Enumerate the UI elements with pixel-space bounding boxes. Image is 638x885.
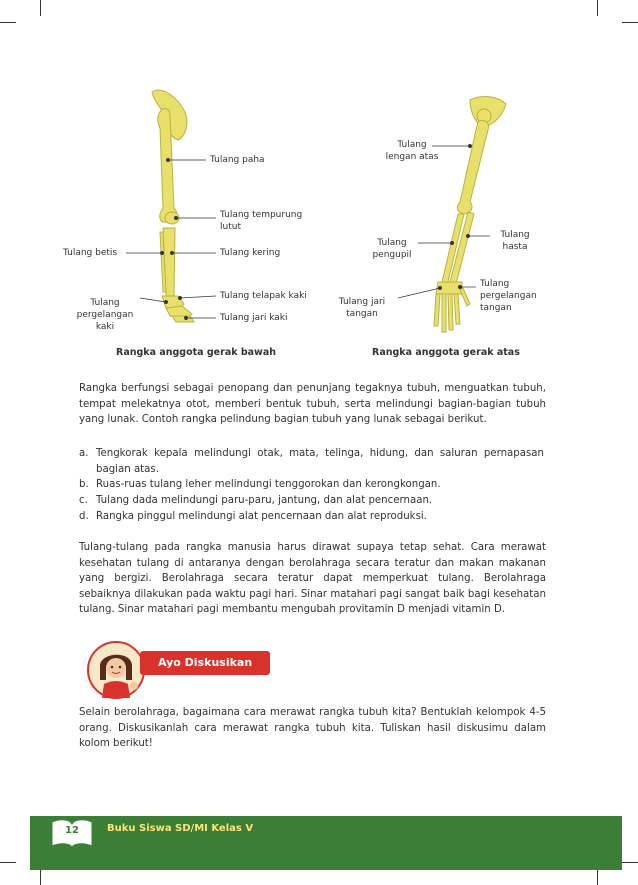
crop-mark <box>40 870 41 885</box>
book-title: Buku Siswa SD/MI Kelas V <box>107 823 254 834</box>
discussion-paragraph: Selain berolahraga, bagaimana cara merawat rangka tubuh kita? Bentuklah kelompok 4-5 orang. Diskusikanlah cara merawat rangka tubuh kita. Tuliskan hasil diskusimu dalam kolom berikut! <box>79 707 546 750</box>
list-marker: a. <box>79 448 89 459</box>
ayo-diskusikan-title: Ayo Diskusikan <box>158 656 253 669</box>
page-number: 12 <box>65 825 79 836</box>
list-text: Tulang dada melindungi paru-paru, jantung, dan alat pencernaan. <box>96 495 433 506</box>
footer-green-band <box>0 814 638 870</box>
caption-rangka-atas: Rangka anggota gerak atas <box>372 347 520 358</box>
crop-mark <box>597 870 598 885</box>
label-tulang-paha: Tulang paha <box>210 155 265 165</box>
list-text: Rangka pinggul melindungi alat pencernaan dan alat reproduksi. <box>96 511 427 522</box>
label-tulang-kering: Tulang kering <box>220 248 281 258</box>
list-marker: d. <box>79 511 89 522</box>
care-paragraph: Tulang-tulang pada rangka manusia harus dirawat supaya tetap sehat. Cara merawat kesehatan tulang di antaranya dengan berolahraga secara teratur dan makan makanan yang bergizi. Berolahraga secara teratur dapat memperkuat tulang. Berolahraga sebaiknya dilakukan pada waktu pagi hari. Sinar matahari pagi sangat baik bagi kesehatan tulang. Sinar matahari pagi membantu mengubah provitamin D menjadi vitamin D. <box>79 542 546 616</box>
label-tulang-pergelangan-tangan: Tulang pergelangan tangan <box>480 279 537 313</box>
label-tulang-pergelangan-kaki: Tulang pergelangan kaki <box>76 298 134 332</box>
list-marker: b. <box>79 479 89 490</box>
list-item <box>79 493 546 509</box>
label-tulang-jari-kaki: Tulang jari kaki <box>220 313 288 323</box>
label-tulang-pengupil: Tulang pengupil <box>372 238 412 260</box>
label-tulang-hasta: Tulang hasta <box>500 230 530 252</box>
list-item <box>79 509 546 525</box>
label-tulang-telapak-kaki: Tulang telapak kaki <box>220 291 307 301</box>
list-text: Ruas-ruas tulang leher melindungi tenggorokan dan kerongkongan. <box>96 479 441 490</box>
label-tulang-tempurung-lutut: Tulang tempurung lutut <box>220 210 303 232</box>
list-item <box>79 446 546 477</box>
label-tulang-jari-tangan: Tulang jari tangan <box>338 297 386 319</box>
leader-lines <box>126 144 490 319</box>
label-tulang-lengan-atas: Tulang lengan atas <box>385 140 439 162</box>
list-item <box>79 477 546 493</box>
list-text: Tengkorak kepala melindungi otak, mata, telinga, hidung, dan saluran pernapasan bagian atas. <box>96 448 544 475</box>
leg-skeleton <box>152 90 194 322</box>
label-tulang-betis: Tulang betis <box>63 248 118 258</box>
caption-rangka-bawah: Rangka anggota gerak bawah <box>116 347 277 358</box>
list-marker: c. <box>79 495 88 506</box>
intro-paragraph: Rangka berfungsi sebagai penopang dan penunjang tegaknya tubuh, menguatkan tubuh, tempat melekatnya otot, memberi bentuk tubuh, serta melindungi bagian-bagian tubuh yang lunak. Contoh rangka pelindung bagian tubuh yang lunak sebagai berikut. <box>79 383 546 426</box>
